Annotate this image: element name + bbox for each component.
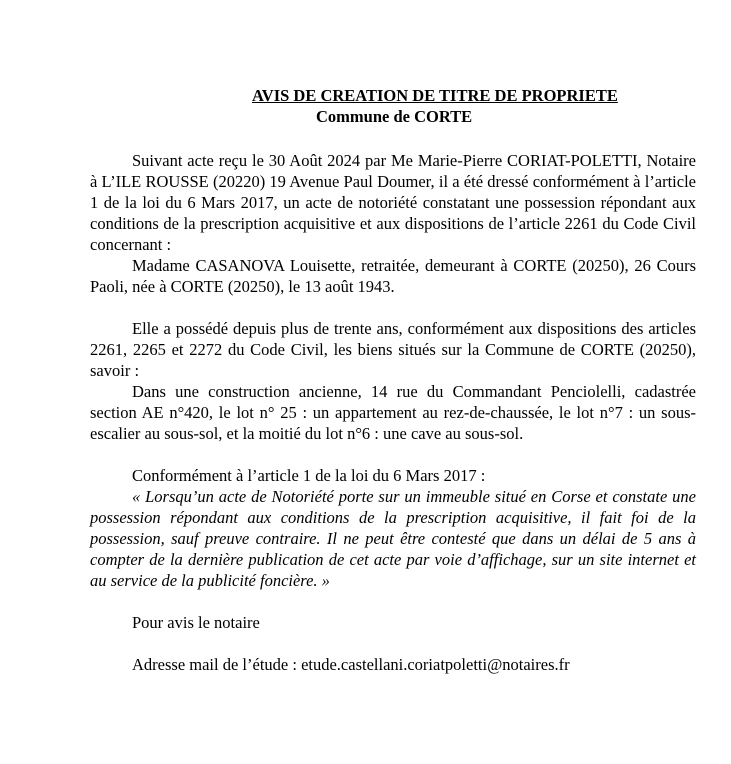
paragraph-possession: Elle a possédé depuis plus de trente ans, conformément aux dispositions des articles 2261, 2265 et 2272 du Code Civil, les biens situés sur la Commune de CORTE (20250), savoir : <box>90 319 696 380</box>
contact-email-line: Adresse mail de l’étude : etude.castellani.coriatpoletti@notaires.fr <box>132 655 570 674</box>
document-body <box>90 150 696 675</box>
paragraph-property: Dans une construction ancienne, 14 rue du Commandant Penciolelli, cadastrée section AE n°420, le lot n° 25 : un appartement au rez-de-chaussée, le lot n°7 : un sous-escalier au sous-sol, et la moitié du lot n°6 : une cave au sous-sol. <box>90 382 696 443</box>
document-subtitle: Commune de CORTE <box>316 107 473 126</box>
legal-quote: « Lorsqu’un acte de Notoriété porte sur un immeuble situé en Corse et constate une possession répondant aux conditions de la prescription acquisitive, il fait foi de la possession, sauf preuve contraire. Il ne peut être contesté que dans un délai de 5 ans à compter de la dernière publication de cet acte par voie d’affichage, sur un site internet et au service de la publicité foncière. » <box>90 487 696 590</box>
closing-line: Pour avis le notaire <box>132 613 260 632</box>
paragraph-deed: Suivant acte reçu le 30 Août 2024 par Me Marie-Pierre CORIAT-POLETTI, Notaire à L’ILE ROUSSE (20220) 19 Avenue Paul Doumer, il a été dressé conformément à l’article 1 de la loi du 6 Mars 2017, un acte de notoriété constatant une possession répondant aux conditions de la prescription acquisitive et aux dispositions de l’article 2261 du Code Civil concernant : <box>90 151 696 254</box>
document-title: AVIS DE CREATION DE TITRE DE PROPRIETE <box>252 86 618 105</box>
paragraph-law-reference: Conformément à l’article 1 de la loi du 6 Mars 2017 : <box>132 466 486 485</box>
paragraph-owner: Madame CASANOVA Louisette, retraitée, demeurant à CORTE (20250), 26 Cours Paoli, née à CORTE (20250), le 13 août 1943. <box>90 256 696 296</box>
